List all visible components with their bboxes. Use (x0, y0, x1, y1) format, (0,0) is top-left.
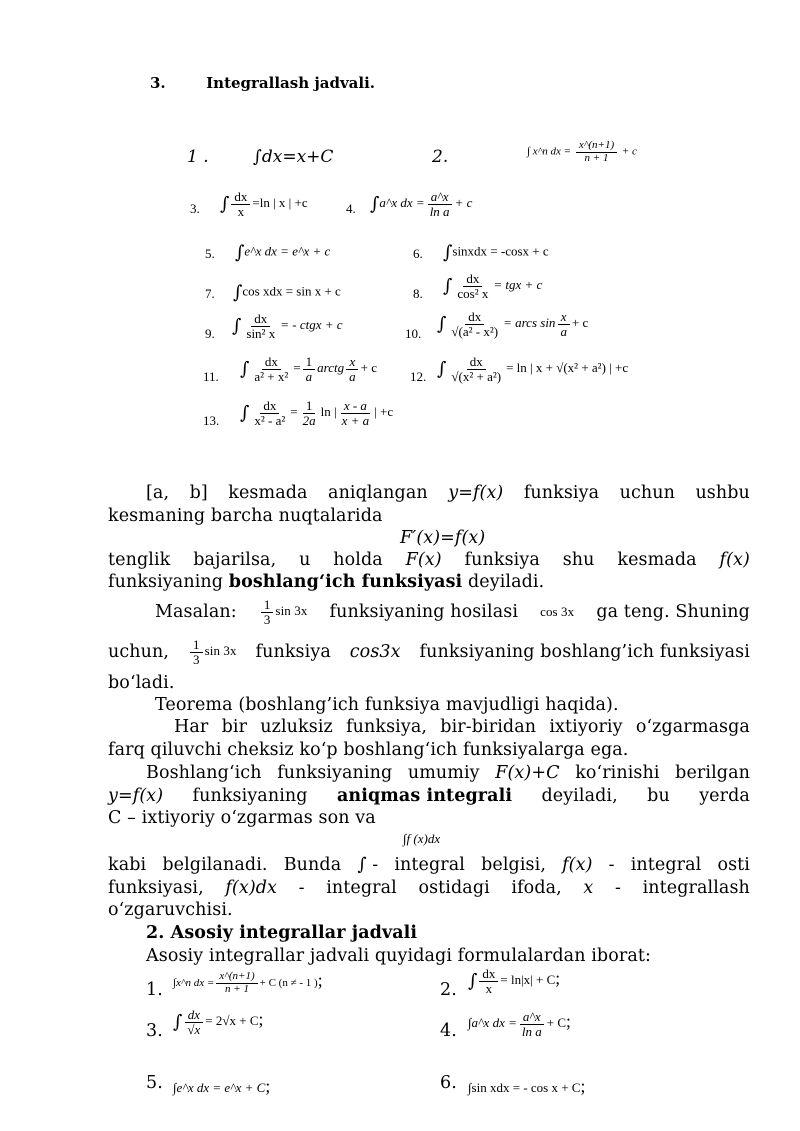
word: shu (562, 550, 595, 570)
example-cos: cos3x (349, 642, 401, 663)
formula-13-equals: = (290, 404, 298, 420)
word: integral (394, 855, 465, 875)
formula-4-denominator: ln a (429, 203, 450, 219)
word: funksiya (464, 550, 540, 570)
formula-13-rhs: | +c (374, 404, 394, 420)
semicolon: ; (258, 1009, 264, 1030)
formula-3-rhs: =ln | x | +c (252, 195, 308, 211)
text-span: funksiyaning hosilasi (329, 602, 519, 623)
word: F(x) (405, 550, 442, 570)
example-line-3: bo‘ladi. (108, 673, 175, 693)
formula-11-coef-numerator: 1 (303, 355, 316, 370)
formula-12-denominator: √(x² + a²) (451, 368, 502, 384)
semicolon: ; (566, 1011, 571, 1032)
word: - (298, 878, 305, 898)
paragraph-2-line-2: farq qiluvchi cheksiz ko‘p boshlang‘ich funksiyalarga ega. (108, 740, 629, 760)
paragraph-3-line-1 (146, 763, 750, 783)
text-span: funksiya (255, 642, 331, 663)
word: funksiya (523, 483, 600, 503)
paragraph-5: Asosiy integrallar jadvali quyidagi formulalardan iborat: (146, 946, 651, 966)
formula-2-number: 2. (432, 147, 449, 167)
formula-g6-body: ∫sin xdx = - cos x + C (468, 1080, 581, 1095)
word: f(x) (562, 855, 593, 875)
formula-13-middle: ln | (320, 404, 337, 420)
formula-7: ∫cos xdx = sin x + c (233, 282, 341, 303)
formula-7-number: 7. (205, 286, 215, 301)
formula-g3-rhs: = 2√x + C (205, 1013, 259, 1029)
formula-4: ∫a^x dx = $\frac{a\^{}x}{\text{ln a}}$ + c (370, 189, 473, 219)
semicolon: ; (265, 1076, 271, 1096)
word: Boshlang‘ich (146, 763, 262, 783)
paragraph-1-line-1 (146, 483, 750, 503)
word: F(x)+C (495, 763, 560, 783)
word: ushbu (695, 483, 750, 503)
text-span: funksiyaning (108, 572, 229, 592)
word: tenglik (108, 550, 171, 570)
formula-11-numerator: dx (262, 355, 281, 370)
formula-g3-number: 3. (146, 1021, 163, 1041)
formula-g5-body: ∫e^x dx = e^x + C (173, 1080, 266, 1095)
formula-11-denominator: a² + x² (254, 368, 289, 384)
word: bajarilsa, (193, 550, 277, 570)
term-antiderivative: boshlang‘ich funksiyasi (228, 572, 463, 592)
formula-g4-lhs: ∫a^x dx = (468, 1015, 517, 1031)
formula-g4-numerator: a^x (520, 1010, 544, 1025)
word: ixtiyoriy (549, 717, 623, 737)
formula-10-frac-numerator: x (558, 310, 570, 325)
word: x (583, 878, 594, 898)
formula-11-frac-numerator: x (346, 355, 358, 370)
formula-12: ∫ $\frac{dx}{\text{√(x² + a²)}}$ = ln | x + √(x² + a²) | +c (437, 354, 629, 384)
formula-13-number: 13. (203, 413, 220, 428)
word: f(x)dx (225, 878, 278, 898)
formula-4-number: 4. (346, 201, 356, 216)
formula-7-body: cos xdx = sin x + c (242, 283, 341, 299)
formula-10-number: 10. (405, 326, 422, 341)
example-frac-denominator: 3 (263, 611, 271, 627)
word: f(x) (719, 550, 750, 570)
formula-g2-rhs: = ln|x| + C (500, 972, 556, 988)
formula-g1-lhs: ∫x^n dx = (173, 977, 215, 989)
word: funksiyaning (277, 763, 393, 783)
word: bir-biridan (440, 717, 537, 737)
paragraph-1-line-3 (108, 550, 750, 570)
formula-11-number: 11. (203, 369, 219, 384)
formula-10-numerator: dx (465, 310, 484, 325)
example-sin: sin 3x (275, 603, 308, 619)
formula-g3: ∫ $\frac{dx}{√x}$ = 2√x + C; (173, 1007, 264, 1037)
word: [a, (146, 483, 170, 503)
formula-g1 (173, 970, 323, 996)
subheading-2: 2. Asosiy integrallar jadvali (146, 923, 418, 943)
formula-10-frac-denominator: a (560, 323, 567, 339)
word: b] (189, 483, 208, 503)
word: osti (717, 855, 750, 875)
formula-13-frac-denominator: x + a (341, 412, 370, 428)
formula-g1-numerator: x^(n+1) (216, 971, 257, 984)
theorem-title: Teorema (boshlang’ich funksiya mavjudligi haqida). (155, 695, 619, 715)
formula-1-number: 1 . (187, 147, 209, 167)
word: y=f(x) (448, 483, 504, 503)
integral-notation: ∫f (x)dx (403, 831, 441, 846)
word: funksiyasi, (108, 878, 204, 898)
text-span: funksiyaning boshlang’ich funksiyasi (419, 642, 750, 663)
formula-6: ∫sinxdx = -cosx + c (443, 242, 549, 263)
word: funksiya, (346, 717, 428, 737)
formula-11-equals: = (293, 360, 301, 376)
derivative-equation: F′(x)=f(x) (400, 528, 486, 548)
formula-11: ∫ $\frac{dx}{\text{a² + x²}}$ = $\frac{1}{a}$ arctg $\frac{x}{a}$ + c (240, 354, 377, 384)
semicolon: ; (317, 970, 323, 990)
text-span: uchun, (108, 642, 170, 663)
word: deyiladi, (541, 786, 618, 806)
formula-4-rhs: + c (454, 195, 473, 211)
example-cos: cos 3x (540, 604, 575, 620)
word: berilgan (675, 763, 750, 783)
word: ko‘rinishi (575, 763, 660, 783)
formula-g5-number: 5. (146, 1073, 163, 1093)
formula-g2: ∫ $\frac{dx}{x}$ = ln|x| + C; (468, 966, 561, 996)
formula-8-numerator: dx (463, 272, 482, 287)
word: bu (647, 786, 670, 806)
word: Bunda (283, 855, 342, 875)
formula-2-denominator: n + 1 (584, 151, 609, 164)
formula-4-lhs: a^x dx = (379, 195, 425, 211)
word: belgilanadi. (162, 855, 268, 875)
example-label: Masalan: (155, 602, 237, 623)
formula-9-number: 9. (205, 326, 215, 341)
formula-g3-numerator: dx (185, 1008, 203, 1023)
formula-2-lhs: ∫ x^n dx = (527, 145, 572, 158)
formula-g4-denominator: ln a (521, 1023, 542, 1039)
word: umumiy (407, 763, 480, 783)
formula-13: ∫ $\frac{dx}{\text{x² - a²}}$ = $\frac{1}{2a}$ ln | $\frac{x - a}{x + a}$ | +c (240, 398, 394, 428)
paragraph-2-line-1 (174, 717, 750, 737)
formula-g2-number: 2. (440, 980, 457, 1000)
paragraph-3-line-3: C – ixtiyoriy o‘zgarmas son va (108, 808, 376, 828)
formula-g5 (173, 1076, 270, 1097)
example-frac-denominator: 3 (192, 651, 200, 667)
formula-13-denominator: x² - a² (254, 412, 286, 428)
text-span: deyiladi. (462, 572, 545, 592)
formula-g4 (468, 1010, 571, 1038)
formula-10-denominator: √(a² - x²) (451, 323, 499, 339)
paragraph-1-line-4 (108, 572, 544, 592)
formula-10: ∫ $\frac{dx}{\text{√(a² - x²)}}$ = arcs sin $\frac{x}{a}$ + c (437, 309, 589, 339)
formula-12-numerator: dx (467, 355, 486, 370)
semicolon: ; (580, 1076, 586, 1096)
paragraph-3-line-2 (108, 786, 750, 806)
word: integral (630, 855, 702, 875)
formula-11-coef-denominator: a (305, 368, 313, 384)
example-line-2 (108, 638, 750, 666)
word: yerda (699, 786, 750, 806)
formula-3-number: 3. (190, 201, 200, 216)
formula-9-rhs: = - ctgx + c (280, 317, 343, 333)
formula-13-coef-denominator: 2a (302, 412, 316, 428)
word: kabi (108, 855, 147, 875)
formula-2-numerator: x^(n+1) (576, 140, 617, 153)
example-frac-numerator: 1 (261, 598, 274, 613)
word: holda (333, 550, 383, 570)
formula-6-number: 6. (413, 246, 423, 261)
formula-9-numerator: dx (251, 312, 270, 327)
word: ostidagi (418, 878, 490, 898)
section-title: Integrallash jadvali. (206, 74, 376, 92)
formula-9: ∫ $\frac{dx}{\text{sin² x}}$ = - ctgx + c (232, 311, 343, 341)
formula-9-denominator: sin² x (246, 325, 276, 341)
formula-g1-denominator: n + 1 (225, 982, 249, 995)
formula-13-numerator: dx (260, 399, 279, 414)
word: ∫ - (357, 855, 379, 875)
paragraph-4-line-1 (108, 855, 750, 875)
formula-1: ∫dx=x+C (253, 147, 334, 167)
formula-12-rhs: = ln | x + √(x² + a²) | +c (506, 360, 629, 376)
formula-g2-denominator: x (485, 980, 493, 996)
formula-10-middle: = arcs sin (503, 315, 556, 331)
example-line-1 (155, 598, 750, 626)
paragraph-1-line-2: kesmaning barcha nuqtalarida (108, 506, 383, 526)
formula-g4-rhs: + C (546, 1015, 566, 1031)
word: kesmada (617, 550, 697, 570)
formula-11-frac-denominator: a (349, 368, 356, 384)
word: o‘zgarmasga (635, 717, 750, 737)
word: integral (326, 878, 397, 898)
formula-8-rhs: = tgx + c (493, 277, 543, 293)
formula-g6-number: 6. (440, 1073, 457, 1093)
term-indefinite-integral: aniqmas integrali (336, 786, 513, 806)
formula-3-numerator: dx (231, 190, 250, 205)
word: kesmada (228, 483, 308, 503)
paragraph-4-line-3: o‘zgaruvchisi. (108, 900, 233, 920)
word: uchun (619, 483, 675, 503)
formula-10-rhs: + c (571, 315, 589, 331)
word: integrallash (642, 878, 750, 898)
formula-2 (527, 140, 637, 164)
text-span: ga teng. Shuning (596, 602, 750, 623)
word: ifoda, (511, 878, 562, 898)
section-number: 3. (150, 74, 166, 92)
formula-3-denominator: x (237, 203, 245, 219)
formula-g4-number: 4. (440, 1021, 457, 1041)
word: uzluksiz (260, 717, 333, 737)
formula-6-body: sinxdx = -cosx + c (452, 243, 549, 259)
example-frac-numerator: 1 (190, 638, 203, 653)
word: funksiyaning (192, 786, 308, 806)
word: bir (221, 717, 248, 737)
formula-g1-number: 1. (146, 980, 163, 1000)
formula-4-numerator: a^x (428, 190, 452, 205)
formula-g6 (468, 1076, 585, 1097)
formula-g3-denominator: √x (187, 1021, 201, 1037)
formula-12-number: 12. (410, 369, 427, 384)
word: Har (174, 717, 209, 737)
section-heading (150, 74, 375, 92)
formula-8-number: 8. (413, 286, 423, 301)
formula-2-rhs: + c (621, 145, 637, 158)
semicolon: ; (555, 968, 561, 989)
paragraph-4-line-2 (108, 878, 750, 898)
formula-g2-numerator: dx (479, 967, 498, 982)
word: belgisi, (481, 855, 546, 875)
formula-8-denominator: cos² x (457, 285, 489, 301)
example-sin: sin 3x (204, 643, 237, 659)
formula-5-body: e^x dx = e^x + c (244, 243, 331, 259)
formula-13-coef-numerator: 1 (303, 399, 316, 414)
formula-13-frac-numerator: x - a (341, 399, 370, 414)
word: y=f(x) (108, 786, 164, 806)
word: - (614, 878, 621, 898)
formula-5-number: 5. (205, 246, 215, 261)
formula-g1-rhs: + C (n ≠ - 1 ) (259, 977, 318, 989)
word: - (608, 855, 615, 875)
word: aniqlangan (328, 483, 428, 503)
word: u (299, 550, 311, 570)
formula-11-rhs: + c (360, 360, 377, 376)
formula-3: ∫ $\frac{dx}{x}$ =ln | x | +c (220, 189, 308, 219)
formula-8: ∫ $\frac{dx}{\text{cos² x}}$ = tgx + c (443, 271, 543, 301)
formula-11-middle: arctg (317, 360, 345, 376)
formula-5: ∫e^x dx = e^x + c (235, 242, 331, 263)
